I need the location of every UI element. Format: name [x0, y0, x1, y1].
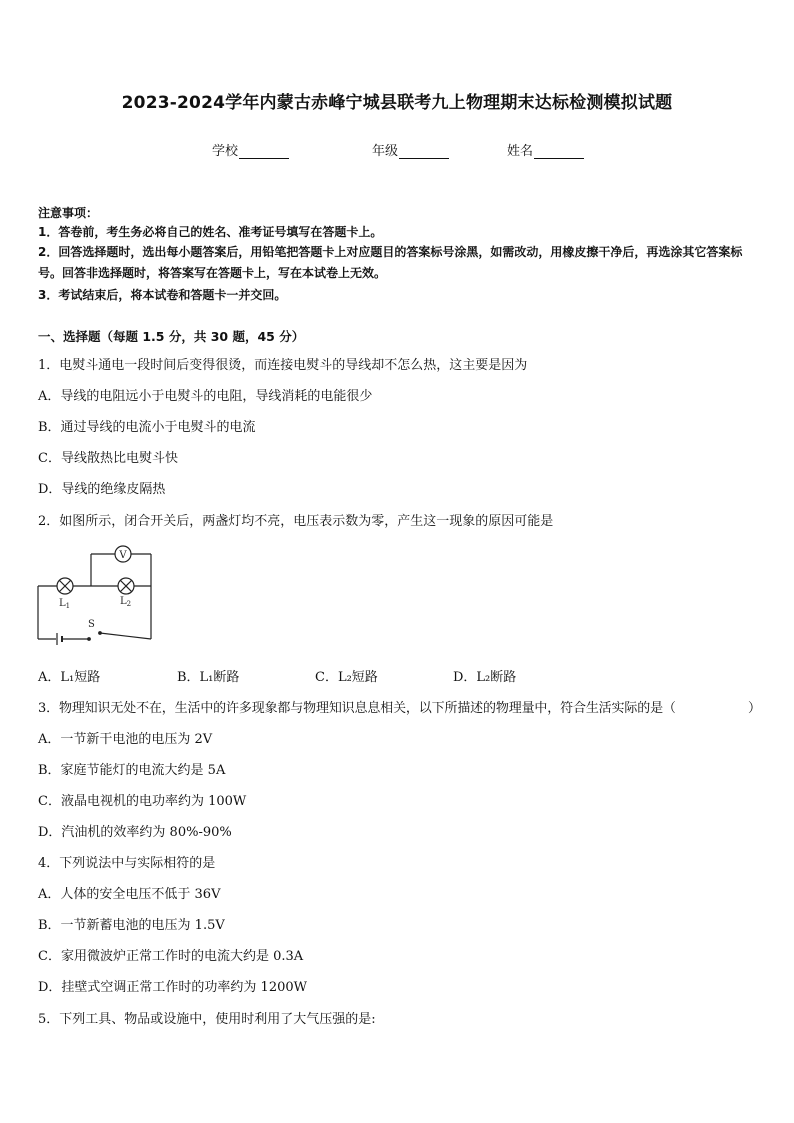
- question-1-stem: 1．电熨斗通电一段时间后变得很烫，而连接电熨斗的导线却不怎么热，这主要是因为: [38, 358, 528, 373]
- voltmeter-label: V: [119, 550, 127, 561]
- question-2-option-c[interactable]: C．L₂短路: [315, 670, 378, 685]
- question-3-option-b[interactable]: B．家庭节能灯的电流大约是 5A: [38, 763, 226, 778]
- school-blank[interactable]: [239, 144, 289, 159]
- grade-label: 年级: [372, 144, 399, 159]
- question-1-option-d[interactable]: D．导线的绝缘皮隔热: [38, 482, 166, 497]
- name-blank[interactable]: [534, 144, 584, 159]
- battery-icon: [57, 633, 62, 645]
- question-1-option-b[interactable]: B．通过导线的电流小于电熨斗的电流: [38, 420, 256, 435]
- notes-heading: 注意事项：: [38, 206, 99, 220]
- question-2-stem: 2．如图所示，闭合开关后，两盏灯均不亮，电压表示数为零，产生这一现象的原因可能是: [38, 514, 554, 529]
- page-title: 2023-2024学年内蒙古赤峰宁城县联考九上物理期末达标检测模拟试题: [121, 93, 673, 113]
- question-3-option-d[interactable]: D．汽油机的效率约为 80%-90%: [38, 825, 232, 840]
- question-4-option-b[interactable]: B．一节新蓄电池的电压为 1.5V: [38, 918, 225, 933]
- question-3-option-c[interactable]: C．液晶电视机的电功率约为 100W: [38, 794, 247, 809]
- note-item-3: 3．考试结束后，将本试卷和答题卡一并交回。: [38, 288, 287, 302]
- question-1-option-a[interactable]: A．导线的电阻远小于电熨斗的电阻，导线消耗的电能很少: [38, 389, 373, 404]
- name-label: 姓名: [507, 144, 534, 159]
- question-4-option-d[interactable]: D．挂壁式空调正常工作时的功率约为 1200W: [38, 980, 308, 995]
- note-item-1: 1．答卷前，考生务必将自己的姓名、准考证号填写在答题卡上。: [38, 225, 383, 239]
- question-2-option-d[interactable]: D．L₂断路: [453, 670, 517, 685]
- question-1-option-c[interactable]: C．导线散热比电熨斗快: [38, 451, 178, 466]
- lamp-l1-icon: [57, 578, 73, 594]
- switch-icon: [88, 632, 102, 641]
- question-3-stem: 3．物理知识无处不在，生活中的许多现象都与物理知识息息相关，以下所描述的物理量中，符合生活实际的是（: [38, 701, 676, 716]
- question-4-option-c[interactable]: C．家用微波炉正常工作时的电流大约是 0.3A: [38, 949, 304, 964]
- section-heading: 一、选择题（每题 1.5 分，共 30 题，45 分）: [38, 329, 305, 344]
- question-2-option-b[interactable]: B．L₁断路: [177, 670, 240, 685]
- switch-label: S: [88, 619, 95, 630]
- note-item-2: 2．回答选择题时，选出每小题答案后，用铅笔把答题卡上对应题目的答案标号涂黑，如需改动，用橡皮擦干净后，再选涂其它答案标号。回答非选择题时，将答案写在答题卡上，写在本试卷上无效。: [38, 245, 743, 280]
- grade-blank[interactable]: [399, 144, 449, 159]
- lamp-l2-label: $L_2$: [120, 596, 132, 608]
- lamp-l1-label: $L_1$: [59, 598, 71, 610]
- question-2-option-a[interactable]: A．L₁短路: [38, 670, 101, 685]
- student-info-row: [0, 140, 794, 160]
- grade-field[interactable]: [372, 140, 449, 159]
- school-field[interactable]: [212, 140, 289, 159]
- question-4-stem: 4．下列说法中与实际相符的是: [38, 856, 216, 871]
- question-3-paren-close: ）: [748, 701, 762, 716]
- name-field[interactable]: [507, 140, 584, 159]
- question-5-stem: 5．下列工具、物品或设施中，使用时利用了大气压强的是:: [38, 1012, 376, 1027]
- lamp-l2-icon: [118, 578, 134, 594]
- question-3-option-a[interactable]: A．一节新干电池的电压为 2V: [38, 732, 213, 747]
- question-4-option-a[interactable]: A．人体的安全电压不低于 36V: [38, 887, 221, 902]
- circuit-diagram: [30, 538, 165, 648]
- school-label: 学校: [212, 144, 239, 159]
